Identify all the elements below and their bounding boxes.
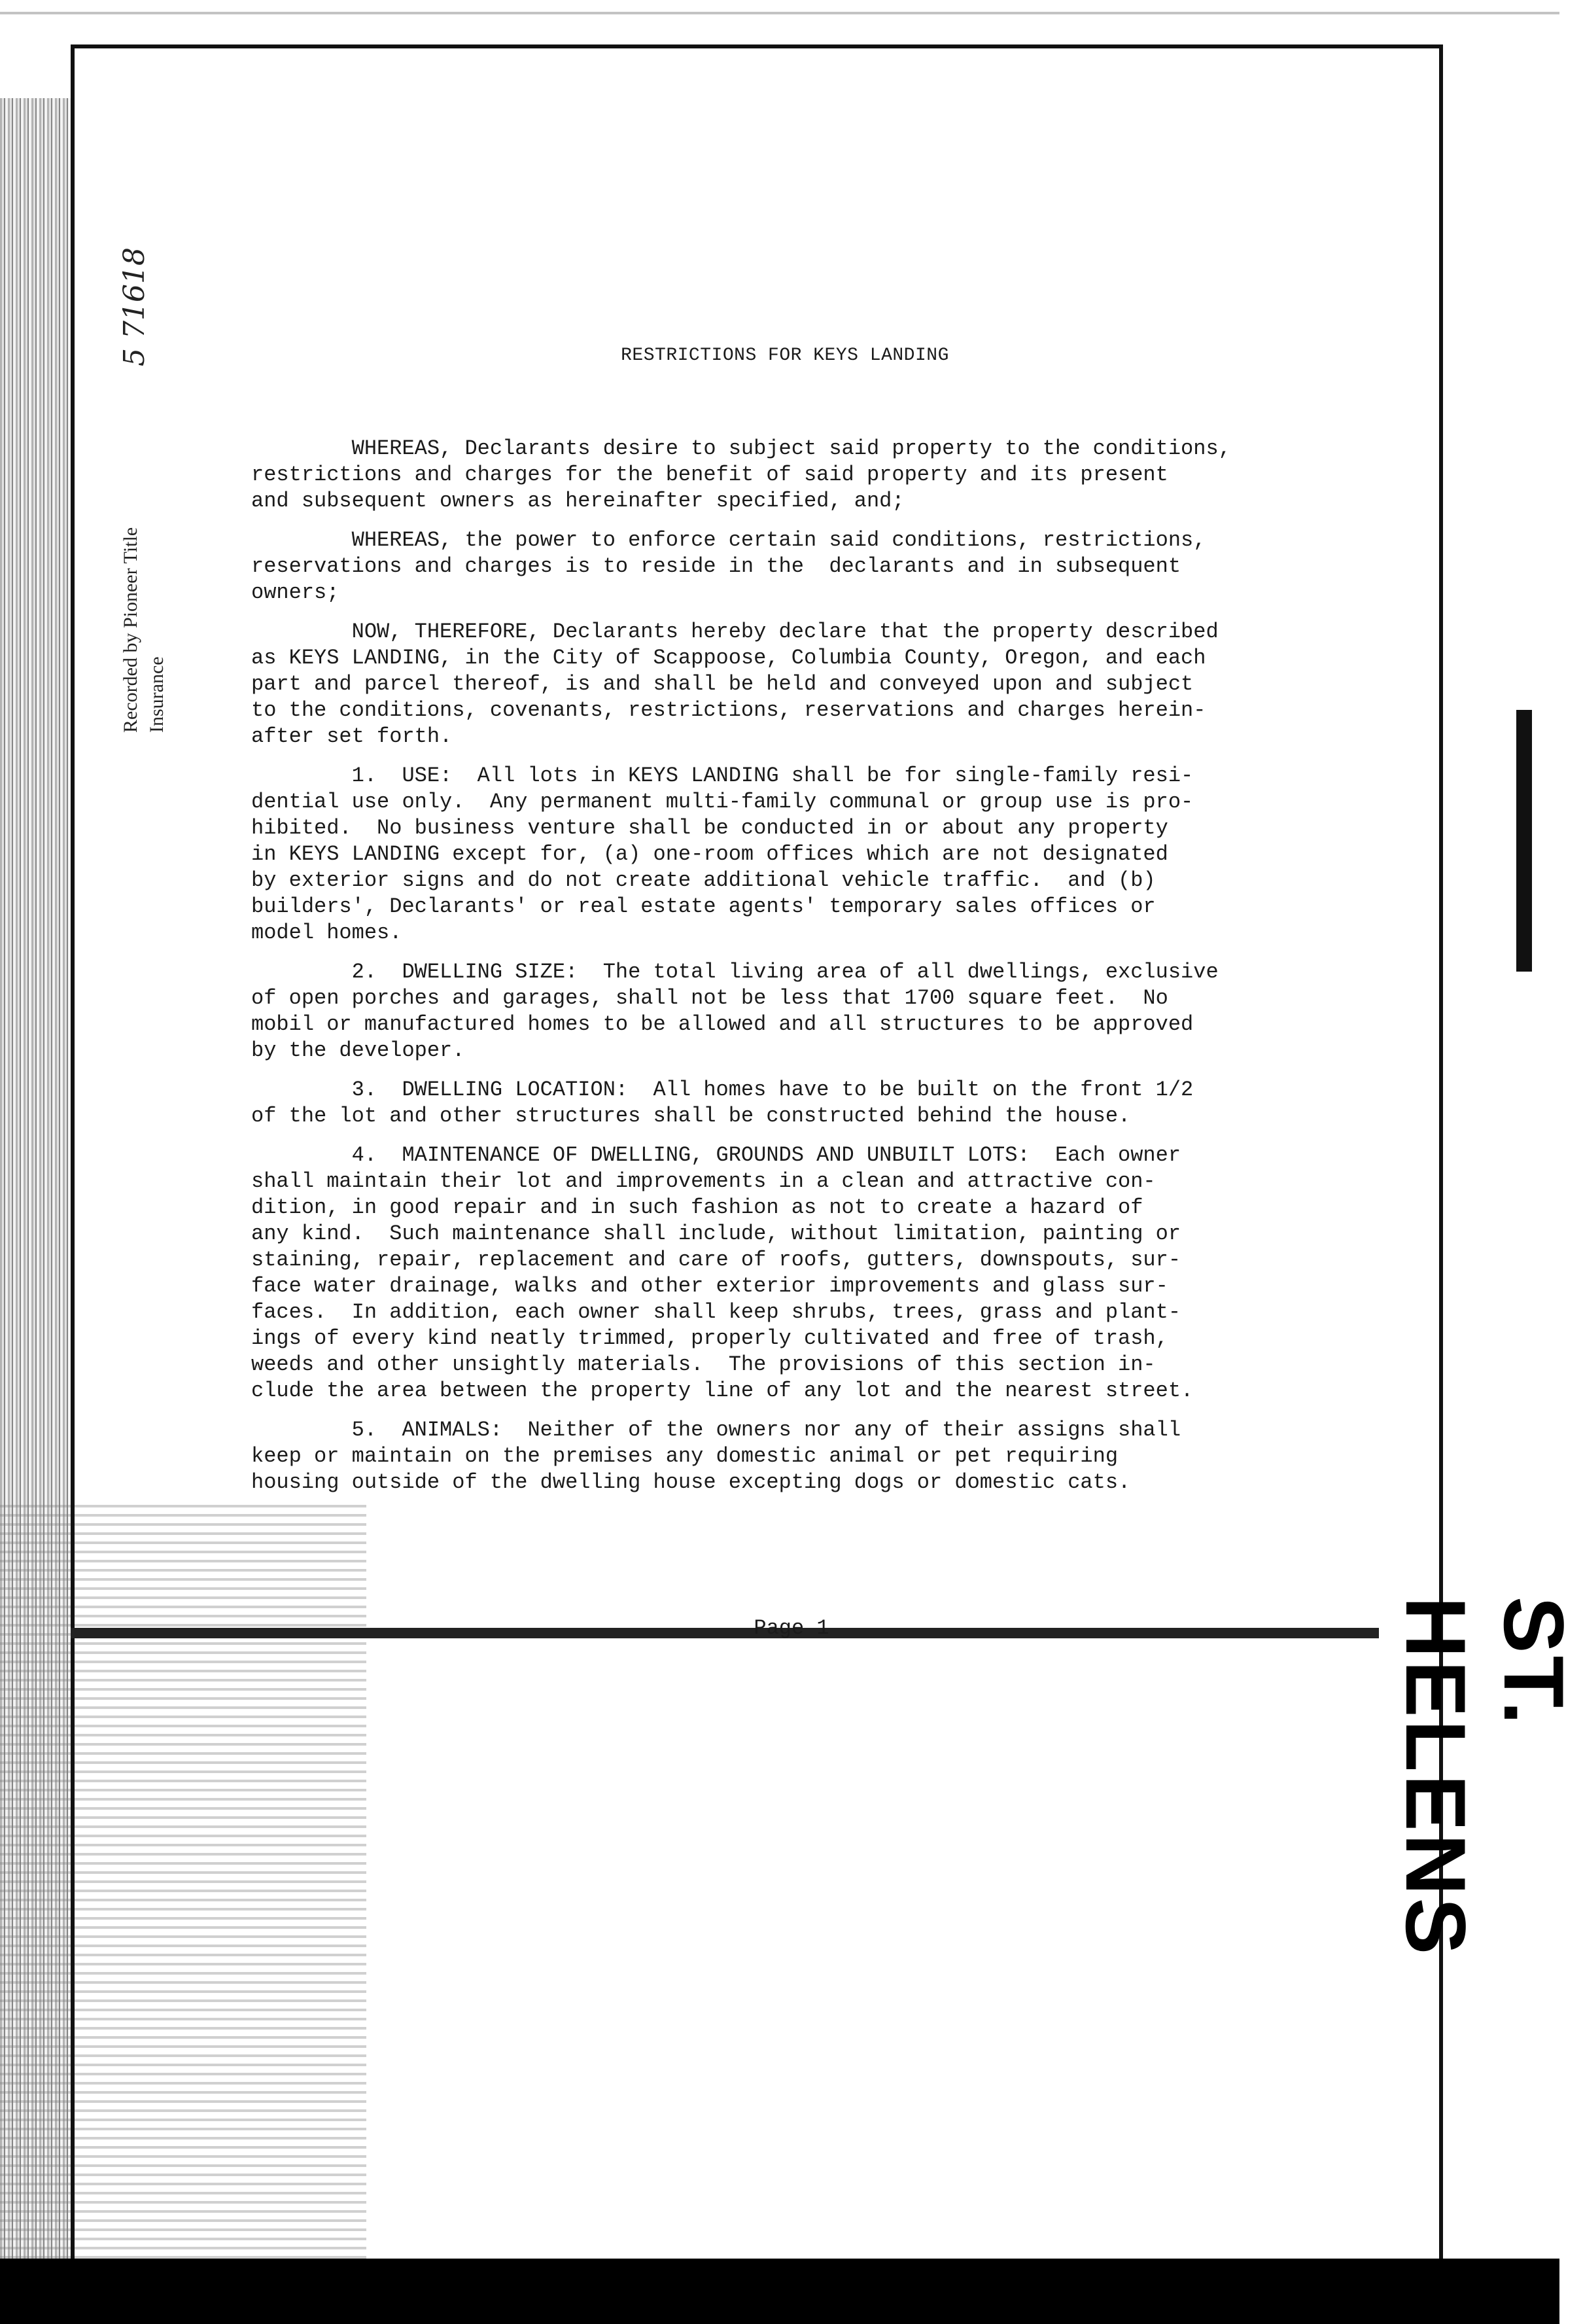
scan-right-bar	[1516, 710, 1532, 972]
paragraph-maintenance: 4. MAINTENANCE OF DWELLING, GROUNDS AND UNBUILT LOTS: Each owner shall maintain their lot and improvements in a clean and attractive con- dition, in good repair and in such fashion as not to create a hazard of any kind. Such maintenance shall include, without limitation, painting or staining, repair, replacement and care of roofs, gutters, downspouts, sur- face water drainage, walks and other exterior improvements and glass sur- faces. In addition, each owner shall keep shrubs, trees, grass and plant- ings of every kind neatly trimmed, properly cultivated and free of trash, weeds and other unsightly materials. The provisions of this section in- clude the area between the property line of any lot and the nearest street.	[251, 1143, 1194, 1403]
side-city-text: ST. HELENS	[1388, 1596, 1582, 1958]
handwritten-recording-number: 5 71618	[118, 247, 151, 366]
scan-top-rule	[0, 12, 1559, 14]
document-title: RESTRICTIONS FOR KEYS LANDING	[621, 345, 949, 366]
paragraph-dwelling-size: 2. DWELLING SIZE: The total living area of all dwellings, exclusive of open porches and garages, shall not be less that 1700 square feet. No mobil or manufactured homes to be allowed and all structures to be approved by the developer.	[251, 960, 1219, 1063]
paragraph-animals: 5. ANIMALS: Neither of the owners nor any of their assigns shall keep or maintain on the premises any domestic animal or pet requiring housing outside of the dwelling house excepting dogs or domestic cats.	[251, 1418, 1181, 1494]
paragraph-dwelling-location: 3. DWELLING LOCATION: All homes have to be built on the front 1/2 of the lot and other structures shall be constructed behind the house.	[251, 1078, 1194, 1128]
paragraph-use: 1. USE: All lots in KEYS LANDING shall be for single-family resi- dential use only. Any permanent multi-family communal or group use is pro- hibited. No business venture shall be conducted in or about any property in KEYS LANDING except for, (a) one-room offices which are not designated by exterior signs and do not create additional vehicle traffic. and (b) builders', Declarants' or real estate agents' temporary sales offices or model homes.	[251, 764, 1194, 945]
paragraph-whereas-1: WHEREAS, Declarants desire to subject said property to the conditions, restrictions and charges for the benefit of said property and its present and subsequent owners as hereinafter specified, and;	[251, 436, 1231, 513]
paragraph-whereas-2: WHEREAS, the power to enforce certain said conditions, restrictions, reservations and charges is to reside in the declarants and in subsequent owners;	[251, 528, 1206, 605]
scan-bottom-band	[0, 2259, 1559, 2324]
document-body	[251, 436, 1245, 1509]
page-number: Page 1	[754, 1616, 829, 1640]
recorded-by-stamp: Recorded by Pioneer Title Insurance	[120, 527, 167, 733]
paragraph-now-therefore: NOW, THEREFORE, Declarants hereby declare that the property described as KEYS LANDING, in the City of Scappoose, Columbia County, Oregon, and each part and parcel thereof, is and shall be held and conveyed upon and subject to the conditions, covenants, restrictions, reservations and charges herein- after set forth.	[251, 620, 1219, 748]
